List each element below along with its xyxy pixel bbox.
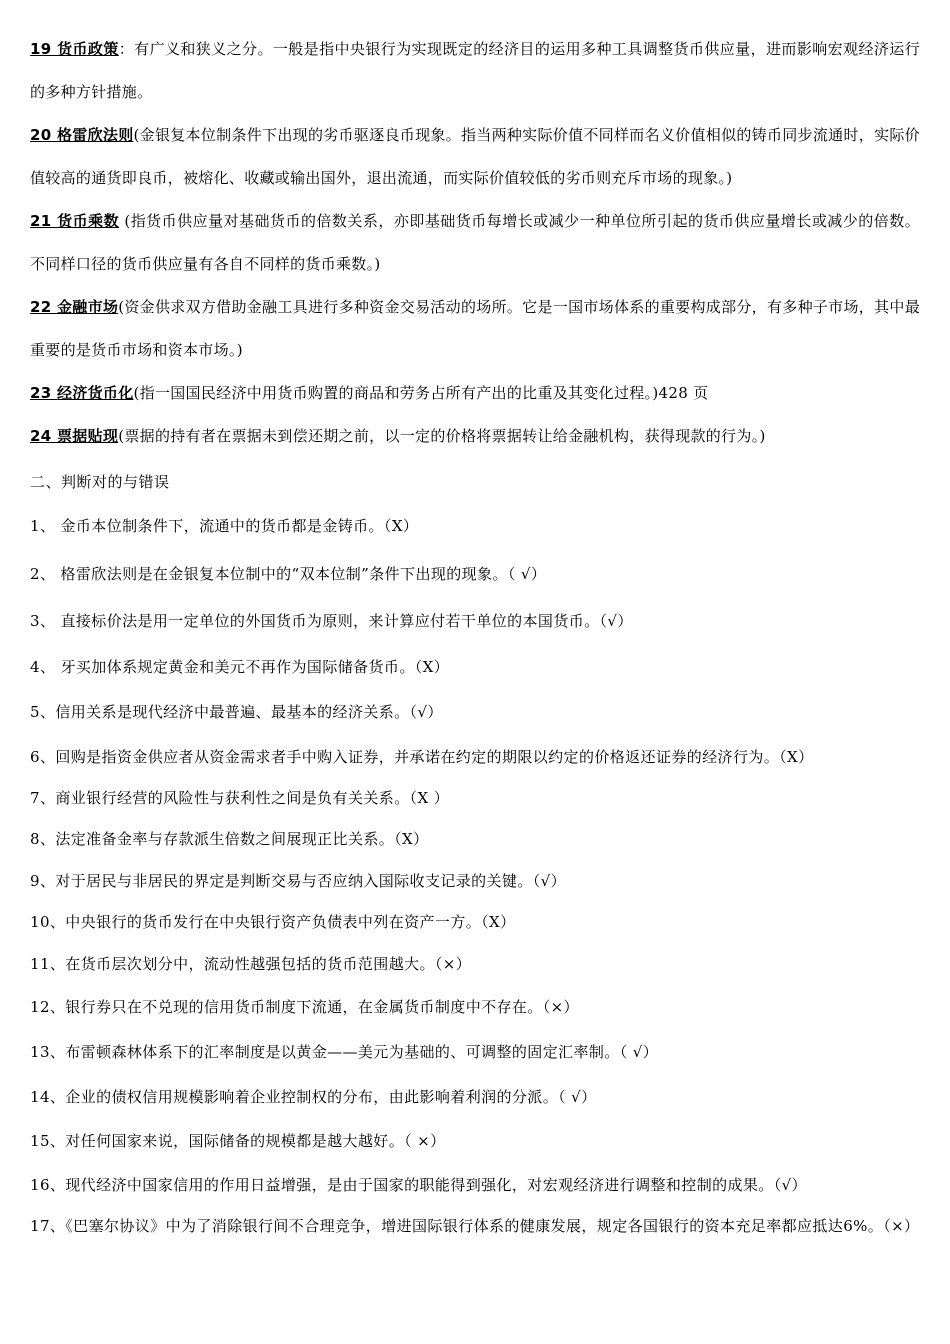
section-title: 二、判断对的与错误 [30, 473, 170, 491]
judgement-item-7: 7、商业银行经营的风险性与获利性之间是负有关关系。（X ） [30, 789, 450, 807]
judgement-item-15: 15、对任何国家来说，国际储备的规模都是越大越好。（ ×） [30, 1132, 446, 1150]
definition-text: (指货币供应量对基础货币的倍数关系，亦即基础货币每增长或减少一种单位所引起的货币供应量增长或减少的倍数。不同样口径的货币供应量有各自不同样的货币乘数。) [30, 212, 920, 273]
judgement-item-4: 4、 牙买加体系规定黄金和美元不再作为国际储备货币。（X） [30, 658, 450, 676]
judgement-item-17: 17、《巴塞尔协议》中为了消除银行间不合理竞争，增进国际银行体系的健康发展，规定各国银行的资本充足率都应抵达6%。（×） [30, 1217, 920, 1235]
definition-term: 22 金融市场 [30, 298, 119, 316]
judgement-item-9: 9、对于居民与非居民的界定是判断交易与否应纳入国际收支记录的关键。（√） [30, 872, 567, 890]
judgement-item-3: 3、 直接标价法是用一定单位的外国货币为原则，来计算应付若干单位的本国货币。（√） [30, 612, 633, 630]
judgement-item-13: 13、布雷顿森林体系下的汇率制度是以黄金——美元为基础的、可调整的固定汇率制。（ √） [30, 1043, 659, 1061]
judgement-item-6: 6、回购是指资金供应者从资金需求者手中购入证券，并承诺在约定的期限以约定的价格返还证券的经济行为。（X） [30, 748, 814, 766]
definition-text: (指一国国民经济中用货币购置的商品和劳务占所有产出的比重及其变化过程。)428 页 [133, 384, 709, 402]
definition-22 [30, 286, 920, 372]
definition-24 [30, 415, 920, 458]
definition-term: 20 格雷欣法则 [30, 126, 134, 144]
definition-term: 19 货币政策 [30, 40, 119, 58]
judgement-item-11: 11、在货币层次划分中，流动性越强包括的货币范围越大。（×） [30, 955, 472, 973]
definition-term: 23 经济货币化 [30, 384, 134, 402]
judgement-item-1: 1、 金币本位制条件下，流通中的货币都是金铸币。（X） [30, 517, 419, 535]
definition-term: 21 货币乘数 [30, 212, 120, 230]
definition-19 [30, 28, 920, 114]
definition-20 [30, 114, 920, 200]
judgement-item-10: 10、中央银行的货币发行在中央银行资产负债表中列在资产一方。（X） [30, 913, 516, 931]
definition-term: 24 票据贴现 [30, 427, 119, 445]
judgement-item-12: 12、银行券只在不兑现的信用货币制度下流通，在金属货币制度中不存在。（×） [30, 998, 579, 1016]
definitions-list [30, 28, 920, 458]
definition-text: (票据的持有者在票据未到偿还期之前，以一定的价格将票据转让给金融机构，获得现款的行为。) [118, 427, 766, 445]
judgement-item-8: 8、法定准备金率与存款派生倍数之间展现正比关系。（X） [30, 830, 429, 848]
definition-text: (金银复本位制条件下出现的劣币驱逐良币现象。指当两种实际价值不同样而名义价值相似的铸币同步流通时，实际价值较高的通货即良币，被熔化、收藏或输出国外，退出流通，而实际价值较低的劣币则充斥市场的现象。) [30, 126, 920, 187]
definition-23 [30, 372, 920, 415]
definition-21 [30, 200, 920, 286]
judgement-item-5: 5、信用关系是现代经济中最普遍、最基本的经济关系。（√） [30, 703, 443, 721]
judgement-item-16: 16、现代经济中国家信用的作用日益增强，是由于国家的职能得到强化，对宏观经济进行调整和控制的成果。（√） [30, 1176, 807, 1194]
judgement-item-2: 2、 格雷欣法则是在金银复本位制中的“双本位制”条件下出现的现象。（ √） [30, 565, 547, 583]
definition-text: ：有广义和狭义之分。一般是指中央银行为实现既定的经济目的运用多种工具调整货币供应量，进而影响宏观经济运行的多种方针措施。 [30, 40, 920, 101]
judgement-item-14: 14、企业的债权信用规模影响着企业控制权的分布，由此影响着利润的分派。（ √） [30, 1088, 597, 1106]
definition-text: (资金供求双方借助金融工具进行多种资金交易活动的场所。它是一国市场体系的重要构成部分，有多种子市场，其中最重要的是货币市场和资本市场。) [30, 298, 920, 359]
